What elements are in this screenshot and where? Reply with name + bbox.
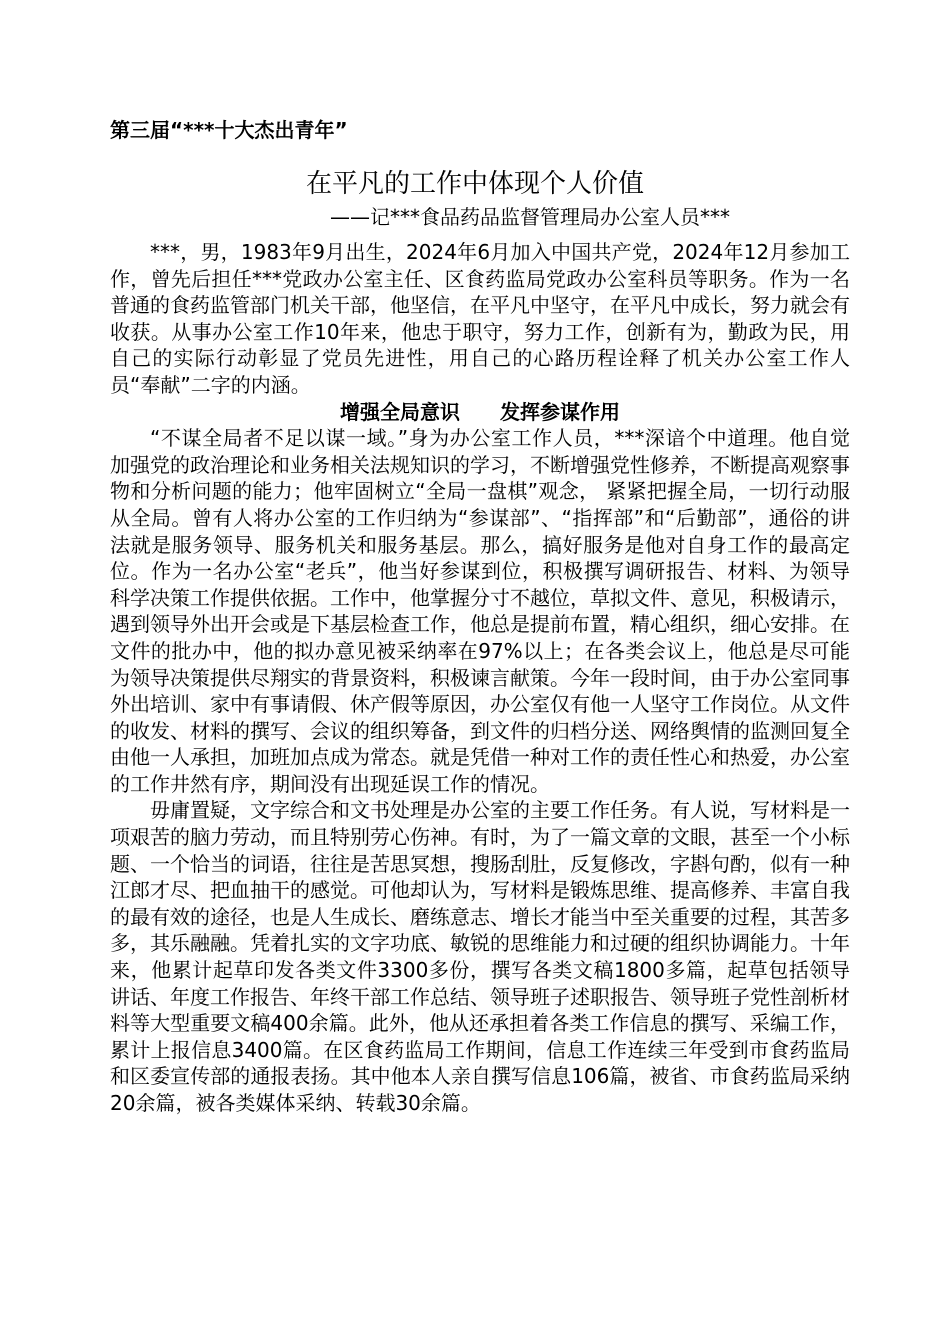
intro-paragraph: ***，男，1983年9月出生，2024年6月加入中国共产党，2024年12月参加工作，曾先后担任***党政办公室主任、区食药监局党政办公室科员等职务。作为一名普通的食药监管部门机关干部，他坚信，在平凡中坚守，在平凡中成长，努力就会有收获。从事办公室工作10年来，他忠于职守，努力工作，创新有为，勤政为民，用自己的实际行动彰显了党员先进性，用自己的心路历程诠释了机关办公室工作人员“奉献”二字的内涵。 (110, 240, 850, 397)
section-heading (110, 399, 850, 426)
article-title: 在平凡的工作中体现个人价值 (305, 169, 644, 199)
body-paragraph: “不谋全局者不足以谋一域。”身为办公室工作人员，***深谙个中道理。他自觉加强党的政治理论和业务相关法规知识的学习，不断增强党性修养，不断提高观察事物和分析问题的能力；他牢固树立“全局一盘棋”观念， 紧紧把握全局，一切行动服从全局。曾有人将办公室的工作归纳为“参谋部”、“指挥部”和“后勤部”，通俗的讲法就是服务领导、服务机关和服务基层。那么，搞好服务是他对自身工作的最高定位。作为一名办公室“老兵”，他当好参谋到位，积极撰写调研报告、材料、为领导科学决策工作提供依据。工作中，他掌握分寸不越位，草拟文件、意见，积极请示，遇到领导外出开会或是下基层检查工作，他总是提前布置，精心组织，细心安排。在文件的批办中，他的拟办意见被采纳率在97%以上；在各类会议上，他总是尽可能为领导决策提供尽翔实的背景资料，积极谏言献策。今年一段时间，由于办公室同事外出培训、家中有事请假、休产假等原因，办公室仅有他一人坚守工作岗位。从文件的收发、材料的撰写、会议的组织筹备，到文件的归档分送、网络舆情的监测回复全由他一人承担，加班加点成为常态。就是凭借一种对工作的责任性心和热爱，办公室的工作井然有序，期间没有出现延误工作的情况。 (110, 426, 850, 796)
section-heading-part1: 增强全局意识 (340, 399, 460, 424)
article-subtitle: ——记***食品药品监督管理局办公室人员*** (330, 205, 730, 229)
section-heading-part2: 发挥参谋作用 (500, 399, 620, 424)
body-paragraph: 毋庸置疑，文字综合和文书处理是办公室的主要工作任务。有人说，写材料是一项艰苦的脑力劳动，而且特别劳心伤神。有时，为了一篇文章的文眼，甚至一个小标题、一个恰当的词语，往往是苦思冥想，搜肠刮肚，反复修改，字斟句酌，似有一种江郎才尽、把血抽干的感觉。可他却认为，写材料是锻炼思维、提高修养、丰富自我的最有效的途径，也是人生成长、磨练意志、增长才能当中至关重要的过程，其苦多多，其乐融融。凭着扎实的文字功底、敏锐的思维能力和过硬的组织协调能力。十年来，他累计起草印发各类文件3300多份，撰写各类文稿1800多篇，起草包括领导讲话、年度工作报告、年终干部工作总结、领导班子述职报告、领导班子党性剖析材料等大型重要文稿400余篇。此外，他从还承担着各类工作信息的撰写、采编工作，累计上报信息3400篇。在区食药监局工作期间，信息工作连续三年受到市食药监局和区委宣传部的通报表扬。其中他本人亲自撰写信息106篇，被省、市食药监局采纳20余篇，被各类媒体采纳、转载30余篇。 (110, 798, 850, 1115)
series-label: 第三届“***十大杰出青年” (110, 118, 348, 142)
article-body (110, 239, 850, 1117)
